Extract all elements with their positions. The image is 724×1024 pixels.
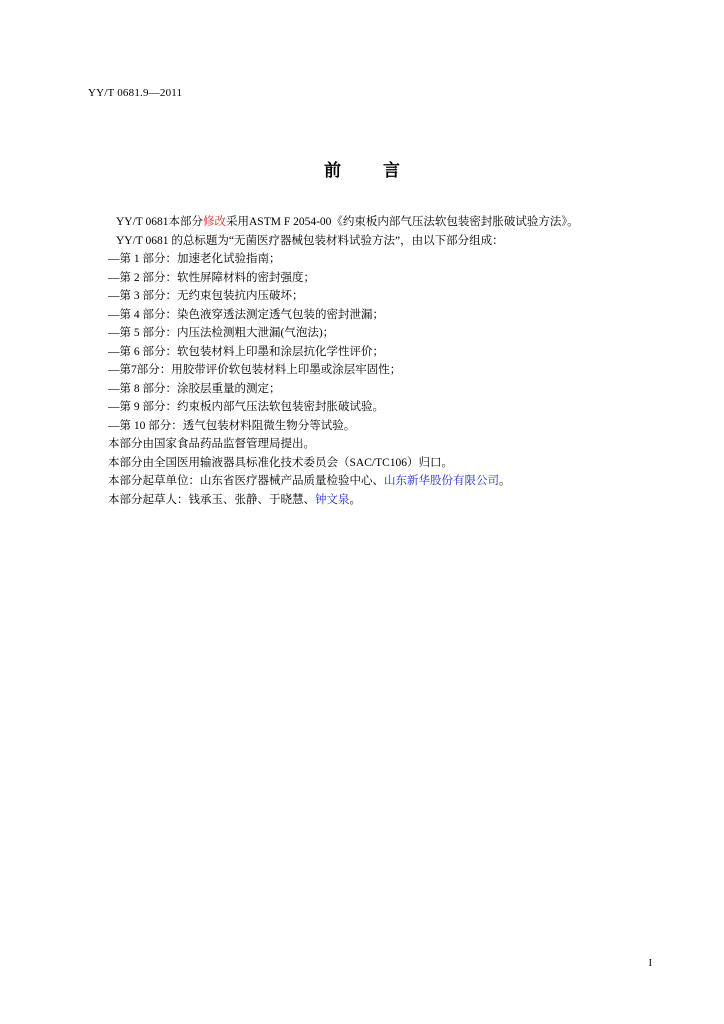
part-list-item: —第 10 部分：透气包装材料阻微生物分等试验。 <box>108 419 356 432</box>
part-list-item: —第 5 部分：内压法检测粗大泄漏(气泡法)； <box>108 327 335 339</box>
part-list-item: —第 1 部分：加速老化试验指南； <box>108 253 281 265</box>
drafters-suffix: 。 <box>349 493 361 506</box>
part-list-item: —第 3 部分：无约束包装抗内压破坏； <box>108 290 304 302</box>
page-title: 前言 <box>324 161 442 180</box>
intro-paragraph <box>108 213 668 232</box>
foreword-body <box>108 213 668 509</box>
drafters <box>108 491 668 510</box>
part-list-item: —第 9 部分：约束板内部气压法软包装密封胀破试验。 <box>108 401 384 413</box>
part-list-item: —第 6 部分：软包装材料上印墨和涂层抗化学性评价； <box>108 345 384 358</box>
part-list-item: —第 4 部分：染色液穿透法测定透气包装的密封泄漏； <box>108 308 384 321</box>
centralized-by: 本部分由全国医用输液器具标准化技术委员会（SAC/TC106）归口。 <box>108 456 454 469</box>
drafting-units-suffix: 。 <box>499 475 511 487</box>
drafting-units-text: 本部分起草单位：山东省医疗器械产品质量检验中心、 <box>108 475 384 487</box>
series-intro: YY/T 0681 的总标题为“无菌医疗器械包装材料试验方法”，由以下部分组成： <box>116 234 504 247</box>
drafters-highlight: 钟文泉 <box>315 493 350 506</box>
standard-number: YY/T 0681.9—2011 <box>88 87 183 99</box>
drafters-text: 本部分起草人：钱承玉、张静、于晓慧、 <box>108 493 315 506</box>
intro-text-2: 采用ASTM F 2054-00《约束板内部气压法软包装密封胀破试验方法》。 <box>226 216 579 228</box>
drafting-units-highlight: 山东新华股份有限公司 <box>384 475 499 487</box>
intro-highlight: 修改 <box>203 216 226 228</box>
part-list-item: —第7部分：用胶带评价软包装材料上印墨或涂层牢固性； <box>108 364 402 376</box>
page-number: I <box>648 958 652 969</box>
intro-text-1: YY/T 0681本部分 <box>116 216 203 228</box>
part-list-item: —第 8 部分：涂胶层重量的测定； <box>108 382 281 395</box>
drafting-units <box>108 472 668 491</box>
proposed-by: 本部分由国家食品药品监督管理局提出。 <box>108 438 315 450</box>
part-list-item: —第 2 部分：软性屏障材料的密封强度； <box>108 271 315 284</box>
